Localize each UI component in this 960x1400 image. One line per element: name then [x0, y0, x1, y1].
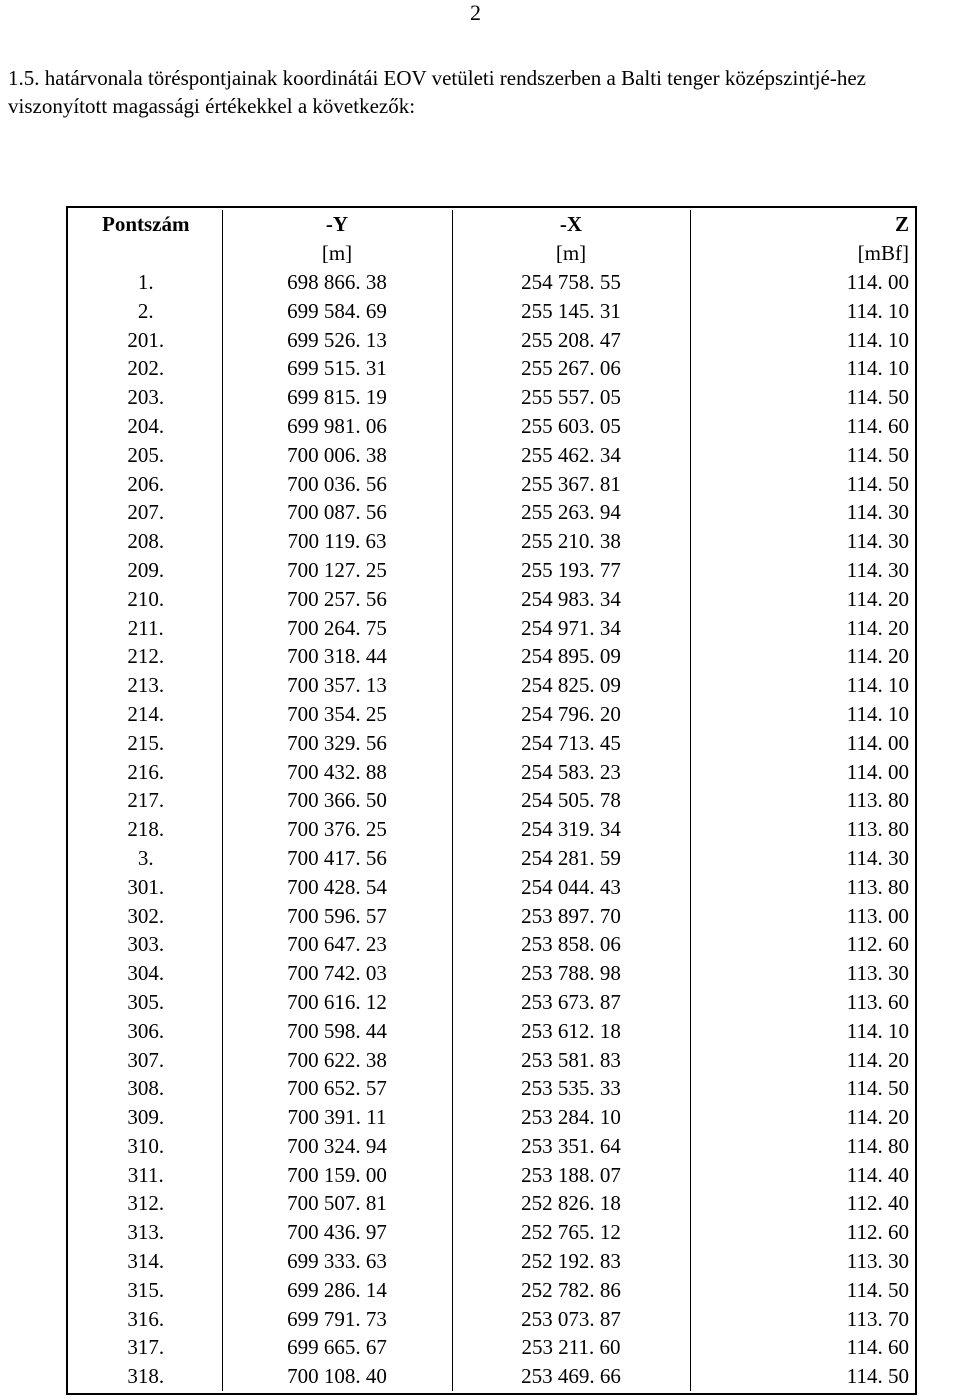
coordinates-table [70, 210, 913, 1391]
cell-y: 700 647. 23 [222, 930, 452, 959]
cell-z: 113. 80 [690, 872, 913, 901]
cell-y: 700 329. 56 [222, 728, 452, 757]
cell-x: 254 983. 34 [452, 584, 690, 613]
table-row [70, 325, 913, 354]
table-row [70, 613, 913, 642]
cell-x: 253 612. 18 [452, 1016, 690, 1045]
cell-x: 254 758. 55 [452, 268, 690, 297]
cell-y: 699 526. 13 [222, 325, 452, 354]
cell-z: 114. 00 [690, 268, 913, 297]
cell-z: 114. 10 [690, 296, 913, 325]
cell-z: 113. 30 [690, 1247, 913, 1276]
cell-z: 114. 30 [690, 556, 913, 585]
table-row [70, 268, 913, 297]
cell-y: 700 108. 40 [222, 1362, 452, 1391]
cell-z: 114. 00 [690, 757, 913, 786]
cell-x: 254 713. 45 [452, 728, 690, 757]
cell-y: 699 981. 06 [222, 412, 452, 441]
cell-point: 314. [70, 1247, 222, 1276]
cell-point: 212. [70, 642, 222, 671]
cell-point: 218. [70, 815, 222, 844]
table-row [70, 872, 913, 901]
table-row [70, 815, 913, 844]
table-row [70, 959, 913, 988]
cell-y: 700 119. 63 [222, 527, 452, 556]
cell-point: 2. [70, 296, 222, 325]
cell-point: 202. [70, 354, 222, 383]
cell-y: 700 318. 44 [222, 642, 452, 671]
cell-x: 253 351. 64 [452, 1132, 690, 1161]
table-row [70, 1074, 913, 1103]
cell-x: 255 210. 38 [452, 527, 690, 556]
cell-point: 203. [70, 383, 222, 412]
cell-point: 204. [70, 412, 222, 441]
header-row [70, 210, 913, 239]
table-row [70, 786, 913, 815]
cell-z: 114. 20 [690, 613, 913, 642]
cell-point: 316. [70, 1304, 222, 1333]
cell-point: 1. [70, 268, 222, 297]
cell-point: 310. [70, 1132, 222, 1161]
cell-z: 114. 10 [690, 1016, 913, 1045]
cell-z: 114. 20 [690, 642, 913, 671]
cell-point: 211. [70, 613, 222, 642]
cell-x: 254 281. 59 [452, 844, 690, 873]
table-row [70, 930, 913, 959]
unit-row [70, 239, 913, 268]
table-row [70, 469, 913, 498]
cell-x: 252 192. 83 [452, 1247, 690, 1276]
cell-y: 700 366. 50 [222, 786, 452, 815]
cell-point: 315. [70, 1275, 222, 1304]
cell-z: 112. 60 [690, 930, 913, 959]
cell-x: 255 145. 31 [452, 296, 690, 325]
cell-point: 201. [70, 325, 222, 354]
cell-point: 312. [70, 1189, 222, 1218]
unit-z: [mBf] [690, 239, 913, 268]
table-row [70, 383, 913, 412]
cell-point: 303. [70, 930, 222, 959]
cell-y: 700 036. 56 [222, 469, 452, 498]
table-row [70, 1016, 913, 1045]
cell-x: 254 796. 20 [452, 700, 690, 729]
cell-y: 700 257. 56 [222, 584, 452, 613]
cell-point: 317. [70, 1333, 222, 1362]
cell-z: 113. 00 [690, 901, 913, 930]
unit-y: [m] [222, 239, 452, 268]
table-row [70, 498, 913, 527]
cell-y: 700 432. 88 [222, 757, 452, 786]
unit-x: [m] [452, 239, 690, 268]
header-z: Z [690, 210, 913, 239]
table-row [70, 1275, 913, 1304]
cell-z: 114. 10 [690, 700, 913, 729]
cell-y: 700 596. 57 [222, 901, 452, 930]
cell-x: 255 367. 81 [452, 469, 690, 498]
cell-point: 313. [70, 1218, 222, 1247]
cell-x: 255 193. 77 [452, 556, 690, 585]
cell-x: 253 469. 66 [452, 1362, 690, 1391]
cell-z: 114. 50 [690, 469, 913, 498]
cell-point: 308. [70, 1074, 222, 1103]
cell-z: 114. 50 [690, 383, 913, 412]
cell-point: 302. [70, 901, 222, 930]
cell-y: 700 376. 25 [222, 815, 452, 844]
cell-point: 213. [70, 671, 222, 700]
cell-y: 700 507. 81 [222, 1189, 452, 1218]
header-point: Pontszám [70, 210, 222, 239]
table-header [70, 210, 913, 268]
cell-y: 699 815. 19 [222, 383, 452, 412]
cell-point: 206. [70, 469, 222, 498]
cell-y: 700 357. 13 [222, 671, 452, 700]
cell-z: 113. 70 [690, 1304, 913, 1333]
cell-point: 306. [70, 1016, 222, 1045]
cell-y: 700 616. 12 [222, 988, 452, 1017]
cell-y: 700 742. 03 [222, 959, 452, 988]
cell-y: 700 354. 25 [222, 700, 452, 729]
cell-point: 210. [70, 584, 222, 613]
cell-y: 700 391. 11 [222, 1103, 452, 1132]
table-row [70, 1132, 913, 1161]
cell-y: 699 791. 73 [222, 1304, 452, 1333]
cell-y: 699 665. 67 [222, 1333, 452, 1362]
intro-paragraph: 1.5. határvonala töréspontjainak koordinátái EOV vetületi rendszerben a Balti tenger középszintjé-hez viszonyított magassági értékekkel a következők: [8, 66, 866, 118]
cell-x: 254 971. 34 [452, 613, 690, 642]
cell-z: 114. 30 [690, 527, 913, 556]
cell-x: 253 581. 83 [452, 1045, 690, 1074]
cell-z: 114. 40 [690, 1160, 913, 1189]
cell-point: 3. [70, 844, 222, 873]
cell-y: 700 417. 56 [222, 844, 452, 873]
cell-x: 253 897. 70 [452, 901, 690, 930]
table-row [70, 728, 913, 757]
table-row [70, 527, 913, 556]
cell-y: 699 286. 14 [222, 1275, 452, 1304]
cell-y: 700 622. 38 [222, 1045, 452, 1074]
unit-point [70, 239, 222, 268]
cell-point: 205. [70, 440, 222, 469]
cell-z: 114. 50 [690, 1074, 913, 1103]
cell-y: 698 866. 38 [222, 268, 452, 297]
cell-z: 114. 00 [690, 728, 913, 757]
cell-point: 207. [70, 498, 222, 527]
cell-z: 114. 30 [690, 498, 913, 527]
table-row [70, 1247, 913, 1276]
cell-x: 253 788. 98 [452, 959, 690, 988]
cell-x: 254 583. 23 [452, 757, 690, 786]
cell-z: 112. 60 [690, 1218, 913, 1247]
cell-y: 700 159. 00 [222, 1160, 452, 1189]
cell-z: 113. 80 [690, 786, 913, 815]
cell-z: 114. 50 [690, 440, 913, 469]
cell-y: 699 515. 31 [222, 354, 452, 383]
cell-x: 254 895. 09 [452, 642, 690, 671]
cell-x: 254 319. 34 [452, 815, 690, 844]
cell-point: 209. [70, 556, 222, 585]
table-row [70, 1160, 913, 1189]
cell-z: 113. 30 [690, 959, 913, 988]
cell-point: 305. [70, 988, 222, 1017]
page-number: 2 [470, 0, 481, 25]
cell-z: 114. 20 [690, 1045, 913, 1074]
cell-x: 254 505. 78 [452, 786, 690, 815]
cell-x: 253 673. 87 [452, 988, 690, 1017]
cell-z: 114. 80 [690, 1132, 913, 1161]
cell-y: 700 428. 54 [222, 872, 452, 901]
table-row [70, 1333, 913, 1362]
cell-point: 208. [70, 527, 222, 556]
cell-z: 114. 10 [690, 325, 913, 354]
cell-y: 699 584. 69 [222, 296, 452, 325]
cell-x: 253 073. 87 [452, 1304, 690, 1333]
cell-y: 700 324. 94 [222, 1132, 452, 1161]
cell-y: 699 333. 63 [222, 1247, 452, 1276]
cell-y: 700 598. 44 [222, 1016, 452, 1045]
cell-x: 253 188. 07 [452, 1160, 690, 1189]
cell-z: 114. 20 [690, 584, 913, 613]
cell-z: 114. 50 [690, 1275, 913, 1304]
cell-x: 253 284. 10 [452, 1103, 690, 1132]
cell-x: 253 211. 60 [452, 1333, 690, 1362]
table-row [70, 642, 913, 671]
cell-point: 216. [70, 757, 222, 786]
table-row [70, 1362, 913, 1391]
cell-point: 217. [70, 786, 222, 815]
table-row [70, 1304, 913, 1333]
table-row [70, 354, 913, 383]
cell-z: 114. 10 [690, 354, 913, 383]
cell-y: 700 436. 97 [222, 1218, 452, 1247]
table-row [70, 901, 913, 930]
cell-x: 252 765. 12 [452, 1218, 690, 1247]
table-row [70, 988, 913, 1017]
cell-x: 255 603. 05 [452, 412, 690, 441]
cell-z: 114. 60 [690, 412, 913, 441]
cell-x: 253 535. 33 [452, 1074, 690, 1103]
cell-x: 255 557. 05 [452, 383, 690, 412]
table-row [70, 671, 913, 700]
cell-y: 700 127. 25 [222, 556, 452, 585]
cell-y: 700 087. 56 [222, 498, 452, 527]
table-row [70, 296, 913, 325]
table-row [70, 584, 913, 613]
cell-y: 700 652. 57 [222, 1074, 452, 1103]
cell-point: 318. [70, 1362, 222, 1391]
table-row [70, 844, 913, 873]
coordinates-table-frame [66, 206, 917, 1395]
cell-z: 114. 20 [690, 1103, 913, 1132]
cell-y: 700 264. 75 [222, 613, 452, 642]
cell-x: 254 044. 43 [452, 872, 690, 901]
cell-z: 114. 10 [690, 671, 913, 700]
cell-point: 304. [70, 959, 222, 988]
table-row [70, 1189, 913, 1218]
cell-x: 255 462. 34 [452, 440, 690, 469]
cell-x: 252 782. 86 [452, 1275, 690, 1304]
cell-z: 113. 60 [690, 988, 913, 1017]
cell-x: 254 825. 09 [452, 671, 690, 700]
cell-z: 113. 80 [690, 815, 913, 844]
cell-y: 700 006. 38 [222, 440, 452, 469]
cell-x: 252 826. 18 [452, 1189, 690, 1218]
cell-z: 112. 40 [690, 1189, 913, 1218]
cell-x: 255 208. 47 [452, 325, 690, 354]
cell-z: 114. 50 [690, 1362, 913, 1391]
cell-z: 114. 30 [690, 844, 913, 873]
cell-x: 255 267. 06 [452, 354, 690, 383]
cell-point: 301. [70, 872, 222, 901]
table-body [70, 268, 913, 1391]
table-row [70, 1045, 913, 1074]
cell-point: 311. [70, 1160, 222, 1189]
table-row [70, 1218, 913, 1247]
cell-point: 214. [70, 700, 222, 729]
cell-x: 255 263. 94 [452, 498, 690, 527]
cell-point: 307. [70, 1045, 222, 1074]
table-row [70, 700, 913, 729]
cell-point: 309. [70, 1103, 222, 1132]
table-row [70, 1103, 913, 1132]
header-x: -X [452, 210, 690, 239]
table-row [70, 412, 913, 441]
cell-z: 114. 60 [690, 1333, 913, 1362]
table-row [70, 556, 913, 585]
cell-x: 253 858. 06 [452, 930, 690, 959]
table-row [70, 440, 913, 469]
header-y: -Y [222, 210, 452, 239]
cell-point: 215. [70, 728, 222, 757]
table-row [70, 757, 913, 786]
